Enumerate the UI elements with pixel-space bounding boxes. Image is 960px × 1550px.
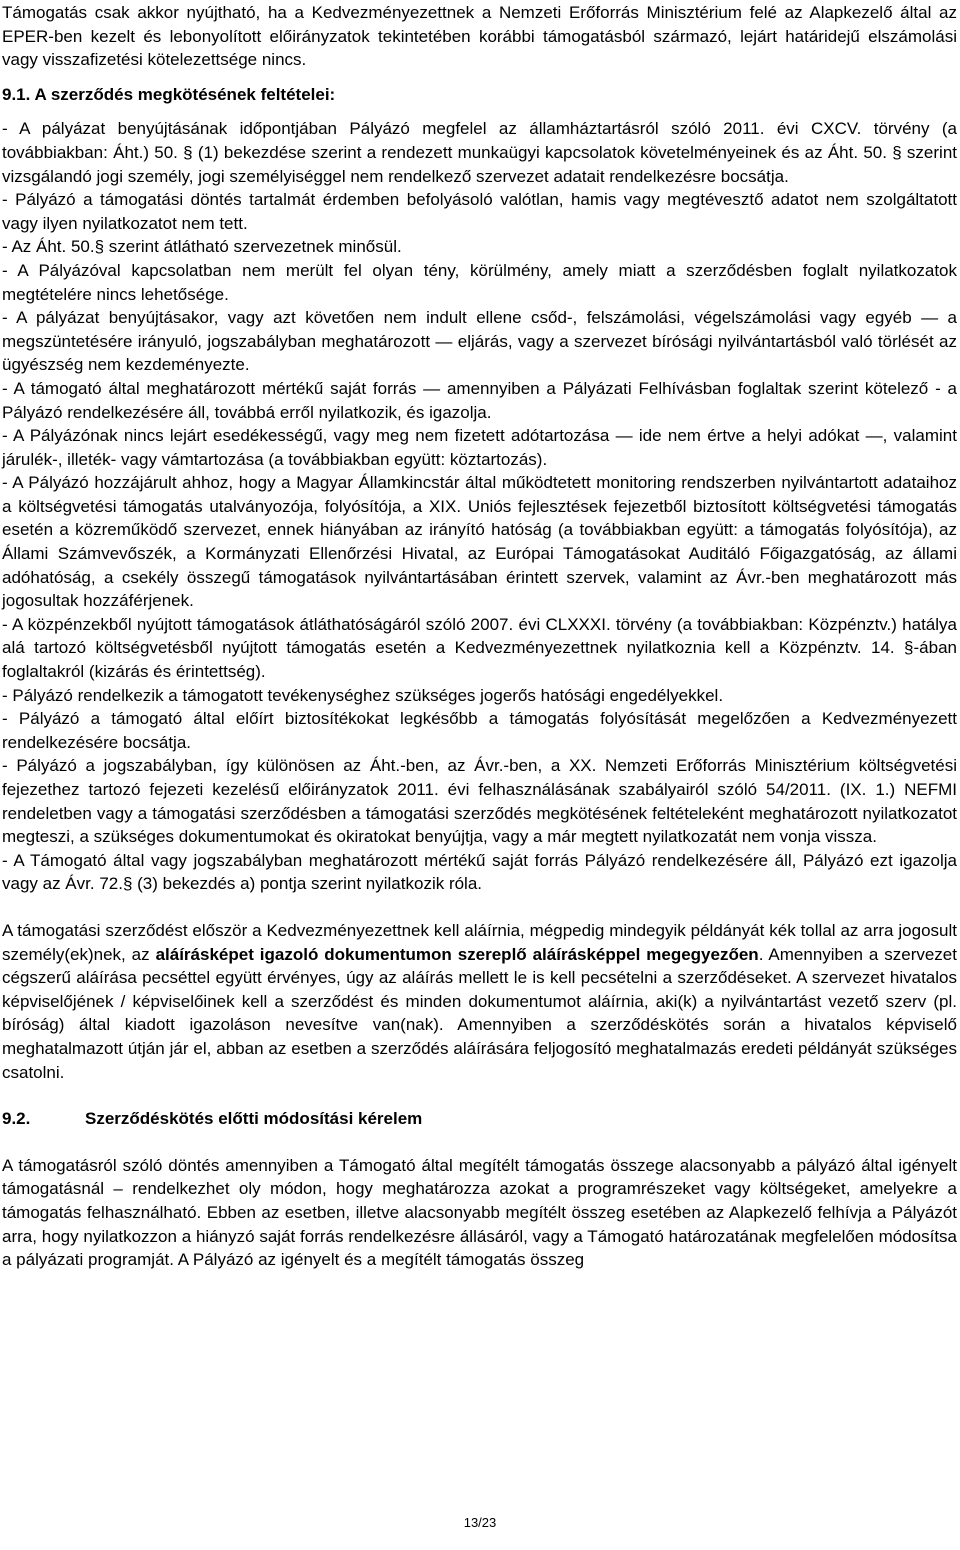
section-9-1-heading: 9.1. A szerződés megkötésének feltételei:: [2, 84, 336, 104]
condition-item: - A Támogató által vagy jogszabályban meghatározott mértékű saját forrás Pályázó rendelkezésére áll, Pályázó ezt igazolja vagy az Ávr. 72.§ (3) bekezdés a) pontja szerint nyilatkozik róla.: [2, 850, 957, 894]
intro-paragraph: Támogatás csak akkor nyújtható, ha a Kedvezményezettnek a Nemzeti Erőforrás Minisztérium felé az Alapkezelő által az EPER-ben kezelt és lebonyolított előirányzatok tekintetében korábbi támogatásból származó, lejárt határidejű elszámolási vagy visszafizetési kötelezettsége nincs.: [2, 3, 957, 70]
signing-text-after: . Amennyiben a szervezet cégszerű aláírása pecséttel együtt érvényes, úgy az aláírás mellett le is kell pecsételni a szerződéseket. A szervezet hivatalos képviselőjének / képviselőinek kell a szerződést és minden dokumentumot aláírnia, aki(k) a nyilvántartást vezető szerv (pl. bíróság) által kiadott igazoláson nevesítve van(nak). Amennyiben a szerződéskötés során a hivatalos képviselő meghatalmazott útján jár el, abban az esetben a szerződés aláírására feljogosító meghatalmazás eredeti példányát szükséges csatolni.: [2, 944, 957, 1082]
condition-item: - Az Áht. 50.§ szerint átlátható szervezetnek minősül.: [2, 237, 402, 257]
conditions-list: [2, 117, 957, 896]
condition-item: - A támogató által meghatározott mértékű saját forrás — amennyiben a Pályázati Felhívásban foglaltak szerint kötelező - a Pályázó rendelkezésére áll, továbbá erről nyilatkozik, és igazolja.: [2, 378, 957, 422]
condition-item: - A Pályázónak nincs lejárt esedékességű, vagy meg nem fizetett adótartozása — ide nem értve a helyi adókat —, valamint járulék-, illeték- vagy vámtartozása (a továbbiakban együtt: köztartozás).: [2, 426, 957, 469]
section-9-2-heading: [2, 1107, 957, 1131]
signing-paragraph: [2, 919, 957, 1084]
section-9-2-title: Szerződéskötés előtti módosítási kérelem: [85, 1109, 423, 1129]
condition-item: - Pályázó rendelkezik a támogatott tevékenységhez szükséges jogerős hatósági engedélyekkel.: [2, 685, 724, 705]
condition-item: - A közpénzekből nyújtott támogatások átláthatóságáról szóló 2007. évi CLXXXI. törvény (a továbbiakban: Közpénztv.) hatálya alá tartozó költségvetésből nyújtott támogatás esetén a Kedvezményezettnek nyilatkoznia kell a Közpénztv. 14. §-ában foglaltakról (kizárás és érintettség).: [2, 614, 957, 682]
condition-item: - A pályázat benyújtásakor, vagy azt követően nem indult ellene csőd-, felszámolási, végelszámolási vagy egyéb — a megszüntetésére irányuló, jogszabályban meghatározott — eljárás, vagy a szervezet bírósági nyilvántartásból való törlését az ügyészség nem kezdeményezte.: [2, 308, 957, 375]
page-number: 13/23: [463, 1515, 497, 1530]
condition-item: - Pályázó a jogszabályban, így különösen az Áht.-ben, az Ávr.-ben, a XX. Nemzeti Erőforrás Minisztérium költségvetési fejezethez tartozó fejezeti kezelésű előirányzatok 2011. évi felhasználásának szabályairól szóló 54/2011. (IX. 1.) NEFMI rendeletben vagy a támogatási szerződésben a támogatási szerződés megkötésének feltételeként meghatározott nyilatkozatot megteszi, a szükséges dokumentumokat és okiratokat benyújtja, vagy a már megtett nyilatkozatát nem vonja vissza.: [2, 756, 957, 847]
condition-item: - Pályázó a támogatási döntés tartalmát érdemben befolyásoló valótlan, hamis vagy megtévesztő adatot nem szolgáltatott vagy ilyen nyilatkozatot nem tett.: [2, 190, 957, 233]
condition-item: - A pályázat benyújtásának időpontjában Pályázó megfelel az államháztartásról szóló 2011. évi CXCV. törvény (a továbbiakban: Áht.) 50. § (1) bekezdése szerint a rendezett munkaügyi kapcsolatok követelményeinek és az Áht. 50. § szerint vizsgálandó jogi személy, jogi személyiséggel nem rendelkező szervezet adatait rendelkezésre bocsátja.: [2, 119, 957, 186]
section-9-2-body: A támogatásról szóló döntés amennyiben a Támogató által megítélt támogatás összege alacsonyabb a pályázó által igényelt támogatásnál – rendelkezhet oly módon, hogy meghatározza azokat a programrészeket vagy költségeket, amelyekre a támogatás felhasználható. Ebben az esetben, illetve alacsonyabb megítélt összeg esetében az Alapkezelő felhívja a Pályázót arra, hogy nyilatkozzon a hiányzó saját forrás rendelkezésre állásáról, vagy a Támogató határozatának megfelelően módosítsa a pályázati programját. A Pályázó az igényelt és a megítélt támogatás összeg: [2, 1155, 957, 1270]
condition-item: - A Pályázó hozzájárult ahhoz, hogy a Magyar Államkincstár által működtetett monitoring rendszerben nyilvántartott adataihoz a költségvetési támogatás utalványozója, folyósítója, a XIX. Uniós fejlesztések fejezetből biztosított költségvetési támogatás esetén a közreműködő szervezet, ennek hiányában az irányító hatóság (a továbbiakban együtt: a támogatás folyósítója), az Állami Számvevőszék, a Kormányzati Ellenőrzési Hivatal, az Európai Támogatásokat Auditáló Főigazgatóság, az állami adóhatóság, a csekély összegű támogatások nyilvántartásában érintett szervek, valamint az Ávr.-ben meghatározott más jogosultak hozzáférjenek.: [2, 473, 957, 611]
section-9-2-number: 9.2.: [2, 1109, 31, 1129]
condition-item: - Pályázó a támogató által előírt biztosítékokat legkésőbb a támogatás folyósítását megelőzően a Kedvezményezett rendelkezésére bocsátja.: [2, 709, 957, 752]
condition-item: - A Pályázóval kapcsolatban nem merült fel olyan tény, körülmény, amely miatt a szerződésben foglalt nyilatkozatok megtételére nincs lehetősége.: [2, 260, 957, 304]
signing-text-before: A támogatási szerződést először a Kedvezményezettnek kell aláírnia, mégpedig mindegyik példányát kék tollal az arra jogosult személy(ek)nek, az: [2, 920, 957, 964]
signing-text-bold: aláírásképet igazoló dokumentumon szereplő aláírásképpel megegyezően: [155, 944, 759, 964]
